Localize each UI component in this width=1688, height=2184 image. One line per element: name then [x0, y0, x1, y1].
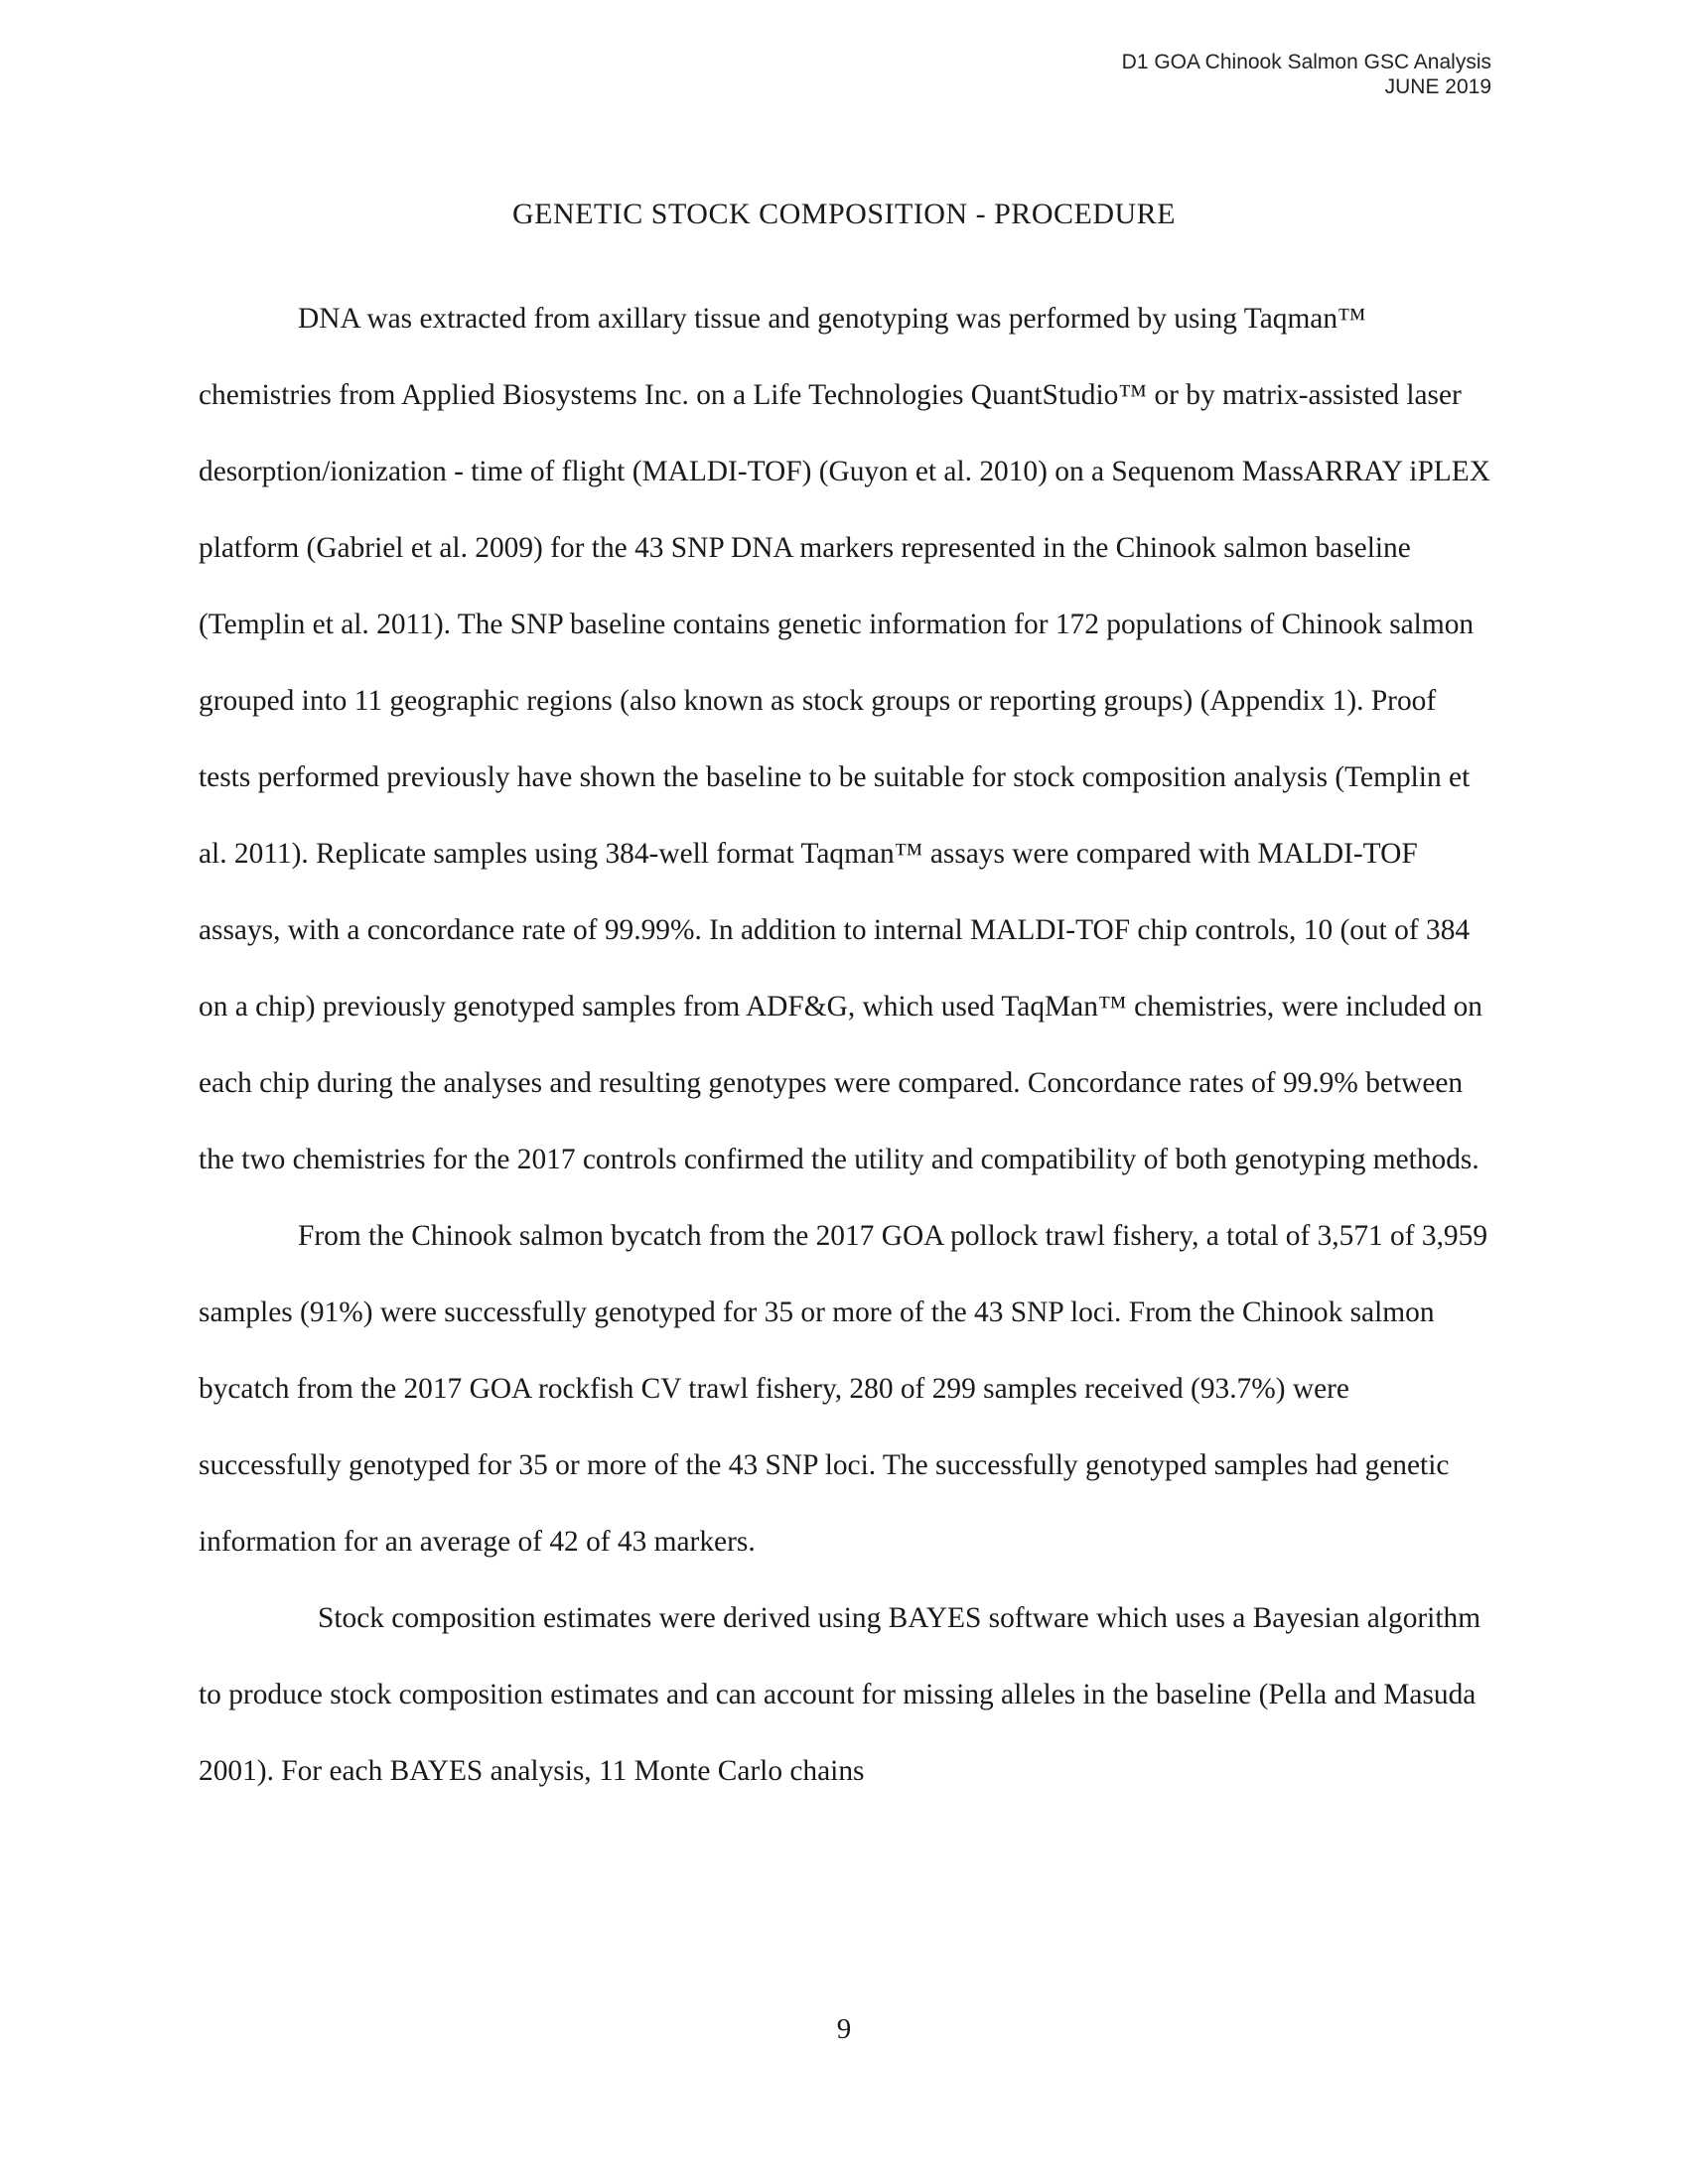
- body-text: [199, 281, 1491, 1810]
- header-document-title: D1 GOA Chinook Salmon GSC Analysis: [1121, 51, 1491, 73]
- paragraph-genotyping-success: From the Chinook salmon bycatch from the 2017 GOA pollock trawl fishery, a total of 3,571 of 3,959 samples (91%) were successfully genotyped for 35 or more of the 43 SNP loci. From the Chinook salmon bycatch from the 2017 GOA rockfish CV trawl fishery, 280 of 299 samples received (93.7%) were successfully genotyped for 35 or more of the 43 SNP loci. The successfully genotyped samples had genetic information for an average of 42 of 43 markers.: [199, 1220, 1488, 1558]
- paragraph-bayes-analysis: Stock composition estimates were derived using BAYES software which uses a Bayesian algorithm to produce stock composition estimates and can account for missing alleles in the baseline (Pella and Masuda 2001). For each BAYES analysis, 11 Monte Carlo chains: [199, 1602, 1481, 1787]
- section-title: GENETIC STOCK COMPOSITION - PROCEDURE: [512, 198, 1176, 230]
- page-number: 9: [836, 2013, 852, 2045]
- paragraph-genotyping-methods: DNA was extracted from axillary tissue and genotyping was performed by using Taqman™ chemistries from Applied Biosystems Inc. on a Life Technologies QuantStudio™ or by matrix-assisted laser desorption/ionization - time of flight (MALDI-TOF) (Guyon et al. 2010) on a Sequenom MassARRAY iPLEX platform (Gabriel et al. 2009) for the 43 SNP DNA markers represented in the Chinook salmon baseline (Templin et al. 2011). The SNP baseline contains genetic information for 172 populations of Chinook salmon grouped into 11 geographic regions (also known as stock groups or reporting groups) (Appendix 1). Proof tests performed previously have shown the baseline to be suitable for stock composition analysis (Templin et al. 2011). Replicate samples using 384-well format Taqman™ assays were compared with MALDI-TOF assays, with a concordance rate of 99.99%. In addition to internal MALDI-TOF chip controls, 10 (out of 384 on a chip) previously genotyped samples from ADF&G, which used TaqMan™ chemistries, were included on each chip during the analyses and resulting genotypes were compared. Concordance rates of 99.9% between the two chemistries for the 2017 controls confirmed the utility and compatibility of both genotyping methods.: [199, 303, 1490, 1175]
- running-header: [1122, 50, 1491, 99]
- header-date: JUNE 2019: [1384, 75, 1491, 98]
